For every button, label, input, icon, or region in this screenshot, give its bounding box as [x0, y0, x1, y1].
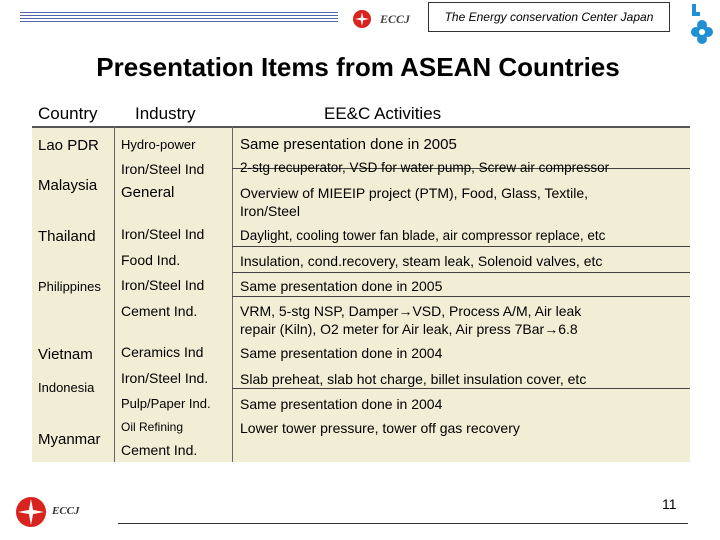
country-cell: Philippines	[38, 279, 101, 294]
industry-cell: Iron/Steel Ind.	[121, 370, 209, 386]
activity-cell: Lower tower pressure, tower off gas recovery	[240, 420, 520, 436]
country-cell: Malaysia	[38, 177, 98, 194]
country-cell: Lao PDR	[38, 137, 99, 154]
footer-rule	[118, 523, 688, 524]
eccj-logo-icon	[14, 495, 48, 529]
country-cell: Indonesia	[38, 380, 95, 395]
country-cell: Thailand	[38, 228, 96, 245]
column-divider	[114, 126, 115, 462]
industry-cell: Iron/Steel Ind	[121, 277, 205, 293]
country-cell: Vietnam	[38, 346, 93, 363]
activity-cell: Slab preheat, slab hot charge, billet insulation cover, etc	[240, 371, 587, 387]
header-industry: Industry	[135, 104, 196, 123]
industry-cell: Oil Refining	[121, 420, 184, 434]
activity-cell: VRM, 5-stg NSP, Damper→VSD, Process A/M, Air leak	[240, 303, 582, 319]
footer-logo-text: ECCJ	[52, 505, 80, 517]
industry-cell: Cement Ind.	[121, 442, 198, 458]
header-activities: EE&C Activities	[324, 104, 442, 123]
activity-cell: Overview of MIEEIP project (PTM), Food, Glass, Textile,	[240, 185, 589, 201]
country-cell: Myanmar	[38, 431, 101, 448]
industry-cell: General	[121, 184, 175, 201]
industry-cell: Food Ind.	[121, 252, 181, 268]
column-divider	[232, 126, 233, 462]
activity-cell: Daylight, cooling tower fan blade, air compressor replace, etc	[240, 228, 606, 243]
page-title: Presentation Items from ASEAN Countries	[96, 52, 620, 82]
activity-cell-line2: repair (Kiln), O2 meter for Air leak, Air press 7Bar→6.8	[240, 321, 578, 337]
eccj-header-logo-text: ECCJ	[380, 12, 411, 26]
activity-cell: Same presentation done in 2004	[240, 345, 443, 361]
activity-cell: Same presentation done in 2005	[240, 278, 443, 294]
page-number: 11	[662, 496, 677, 512]
industry-cell: Hydro-power	[121, 137, 196, 152]
flower-emblem-icon	[686, 2, 720, 52]
row-divider	[232, 246, 690, 247]
organization-name: The Energy conservation Center Japan	[444, 10, 654, 24]
activity-cell: Insulation, cond.recovery, steam leak, Solenoid valves, etc	[240, 253, 603, 269]
industry-cell: Cement Ind.	[121, 303, 198, 319]
industry-cell: Ceramics Ind	[121, 344, 204, 360]
header-decorative-lines	[20, 12, 338, 24]
eccj-header-logo	[352, 7, 430, 29]
activity-cell: Same presentation done in 2005	[240, 136, 457, 153]
activity-cell: 2-stg recuperator, VSD for water pump, Screw air compressor	[240, 160, 610, 175]
eccj-logo-icon	[352, 9, 372, 29]
activity-cell-line2: Iron/Steel	[240, 203, 300, 219]
activity-cell: Same presentation done in 2004	[240, 396, 443, 412]
industry-cell: Iron/Steel Ind	[121, 226, 205, 242]
industry-cell: Pulp/Paper Ind.	[121, 396, 211, 411]
row-divider	[232, 296, 690, 297]
organization-name-box	[428, 2, 670, 32]
row-divider	[232, 388, 690, 389]
row-divider	[232, 272, 690, 273]
header-country: Country	[38, 104, 98, 123]
industry-cell: Iron/Steel Ind	[121, 161, 205, 177]
